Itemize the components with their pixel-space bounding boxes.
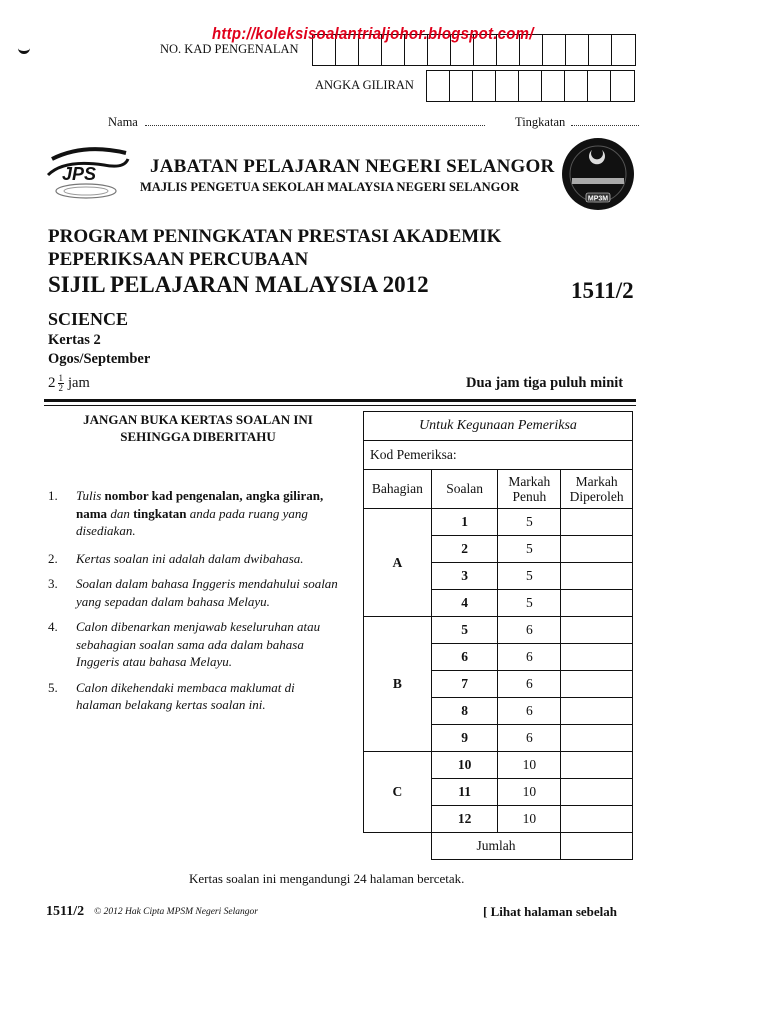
full-mark: 10 (498, 806, 561, 833)
instruction-4-text: Calon dibenarkan menjawab keseluruhan atau sebahagian soalan sama ada dalam bahasa Inggeris atau bahasa Melayu. (76, 619, 321, 669)
instruction-1 (48, 487, 338, 540)
header-markah-diperoleh (561, 470, 633, 509)
question-number: 12 (431, 806, 498, 833)
duration-denominator: 2 (58, 383, 63, 393)
full-mark: 5 (498, 563, 561, 590)
instruction-3-num: 3. (48, 576, 58, 591)
total-blank (364, 833, 432, 860)
instruction-5-num: 5. (48, 679, 58, 695)
obtained-mark-cell[interactable] (561, 752, 633, 779)
instructions (48, 487, 338, 722)
obtained-mark-cell[interactable] (561, 698, 633, 725)
instruction-4-num: 4. (48, 619, 58, 634)
question-number: 5 (431, 617, 498, 644)
duration-numerator: 1 (58, 373, 63, 383)
table-header-row (364, 470, 633, 509)
examiner-table (363, 411, 633, 860)
instruction-1-e: anda pada ruang yang disediakan. (76, 505, 308, 538)
warning-line1: JANGAN BUKA KERTAS SOALAN INI (83, 412, 313, 427)
section-a: A (364, 509, 432, 617)
full-mark: 10 (498, 779, 561, 806)
full-mark: 6 (498, 671, 561, 698)
instruction-1-b: nombor kad pengenalan, angka giliran, nama (76, 488, 324, 521)
pages-note: Kertas soalan ini mengandungi 24 halaman bercetak. (189, 871, 465, 886)
obtained-mark-cell[interactable] (561, 536, 633, 563)
instruction-1-d: tingkatan (133, 505, 187, 521)
question-number: 3 (431, 563, 498, 590)
giliran-boxes[interactable] (426, 70, 635, 102)
warning-line2: SEHINGGA DIBERITAHU (120, 429, 276, 444)
program-title: PROGRAM PENINGKATAN PRESTASI AKADEMIK (48, 226, 502, 247)
obtained-mark-cell[interactable] (561, 644, 633, 671)
duration-words: Dua jam tiga puluh minit (466, 375, 624, 391)
question-number: 11 (431, 779, 498, 806)
duration (48, 374, 90, 393)
divider-thick (44, 399, 636, 402)
section-c: C (364, 752, 432, 833)
obtained-mark-cell[interactable] (561, 563, 633, 590)
mpsm-logo-text: MP3M (587, 195, 609, 203)
nama-label: Nama (108, 115, 138, 129)
full-mark: 6 (498, 698, 561, 725)
instruction-5-text: Calon dikehendaki membaca maklumat di halaman belakang kertas soalan ini. (76, 679, 295, 712)
question-number: 9 (431, 725, 498, 752)
jumlah-label: Jumlah (431, 833, 560, 860)
header-markah-diperoleh-2: Diperoleh (569, 489, 624, 504)
full-mark: 5 (498, 536, 561, 563)
header-markah-penuh-2: Penuh (512, 489, 547, 504)
obtained-mark-cell[interactable] (561, 806, 633, 833)
instruction-2-text: Kertas soalan ini adalah dalam dwibahasa. (76, 550, 304, 566)
question-number: 7 (431, 671, 498, 698)
table-row (364, 509, 633, 536)
table-total-row (364, 833, 633, 860)
question-number: 1 (431, 509, 498, 536)
footer-code: 1511/2 (46, 904, 85, 919)
instruction-1-num: 1. (48, 488, 58, 503)
full-mark: 5 (498, 509, 561, 536)
duration-unit: jam (68, 375, 90, 391)
question-number: 8 (431, 698, 498, 725)
paper-code: 1511/2 (571, 278, 634, 303)
table-title-row (364, 412, 633, 441)
obtained-mark-cell[interactable] (561, 590, 633, 617)
header-bahagian: Bahagian (364, 470, 432, 509)
corner-mark (18, 46, 30, 54)
giliran-label: ANGKA GILIRAN (315, 78, 414, 92)
header-markah-diperoleh-1: Markah (575, 474, 618, 489)
warning (48, 411, 348, 445)
jumlah-cell[interactable] (561, 833, 633, 860)
obtained-mark-cell[interactable] (561, 509, 633, 536)
peperiksaan-title: PEPERIKSAAN PERCUBAAN (48, 249, 309, 270)
mpsm-logo (560, 136, 636, 217)
instruction-4 (48, 618, 338, 671)
org-title: JABATAN PELAJARAN NEGERI SELANGOR (150, 156, 555, 177)
jps-logo (44, 145, 134, 212)
sijil-title: SIJIL PELAJARAN MALAYSIA 2012 (48, 272, 429, 297)
full-mark: 6 (498, 725, 561, 752)
kad-label: NO. KAD PENGENALAN (160, 42, 299, 56)
jps-logo-text: JPS (62, 164, 97, 184)
full-mark: 6 (498, 644, 561, 671)
instruction-5 (48, 679, 338, 714)
tingkatan-field[interactable] (515, 115, 639, 130)
instruction-3-text: Soalan dalam bahasa Inggeris mendahului soalan yang sepadan dalam bahasa Melayu. (76, 576, 338, 609)
table-row (364, 617, 633, 644)
obtained-mark-cell[interactable] (561, 671, 633, 698)
obtained-mark-cell[interactable] (561, 725, 633, 752)
obtained-mark-cell[interactable] (561, 617, 633, 644)
watermark-url[interactable]: http://koleksisoalantrialjohor.blogspot.com/ (212, 24, 534, 43)
instruction-1-c: dan (110, 505, 130, 521)
question-number: 6 (431, 644, 498, 671)
instruction-2 (48, 550, 338, 568)
nama-dots[interactable] (145, 125, 485, 126)
kod-pemeriksa[interactable]: Kod Pemeriksa: (364, 441, 633, 470)
obtained-mark-cell[interactable] (561, 779, 633, 806)
next-page-note[interactable]: [ Lihat halaman sebelah (483, 904, 617, 919)
tingkatan-dots[interactable] (571, 125, 639, 126)
question-number: 4 (431, 590, 498, 617)
org-subtitle: MAJLIS PENGETUA SEKOLAH MALAYSIA NEGERI SELANGOR (140, 180, 520, 194)
duration-fraction (58, 374, 65, 393)
divider-thin (44, 405, 636, 406)
header-markah-penuh (498, 470, 561, 509)
exam-month: Ogos/September (48, 351, 151, 367)
section-b: B (364, 617, 432, 752)
instruction-1-a: Tulis (76, 488, 102, 503)
nama-field[interactable] (108, 115, 485, 130)
copyright: © 2012 Hak Cipta MPSM Negeri Selangor (94, 907, 258, 917)
instruction-3 (48, 575, 338, 610)
header-markah-penuh-1: Markah (508, 474, 551, 489)
subject: SCIENCE (48, 309, 129, 329)
question-number: 10 (431, 752, 498, 779)
full-mark: 10 (498, 752, 561, 779)
paper-number: Kertas 2 (48, 332, 101, 348)
question-number: 2 (431, 536, 498, 563)
table-row (364, 752, 633, 779)
table-kod-row (364, 441, 633, 470)
header-soalan: Soalan (431, 470, 498, 509)
tingkatan-label: Tingkatan (515, 115, 566, 129)
duration-whole: 2 (48, 375, 56, 391)
instruction-2-num: 2. (48, 550, 58, 566)
table-title: Untuk Kegunaan Pemeriksa (364, 412, 633, 441)
full-mark: 6 (498, 617, 561, 644)
full-mark: 5 (498, 590, 561, 617)
